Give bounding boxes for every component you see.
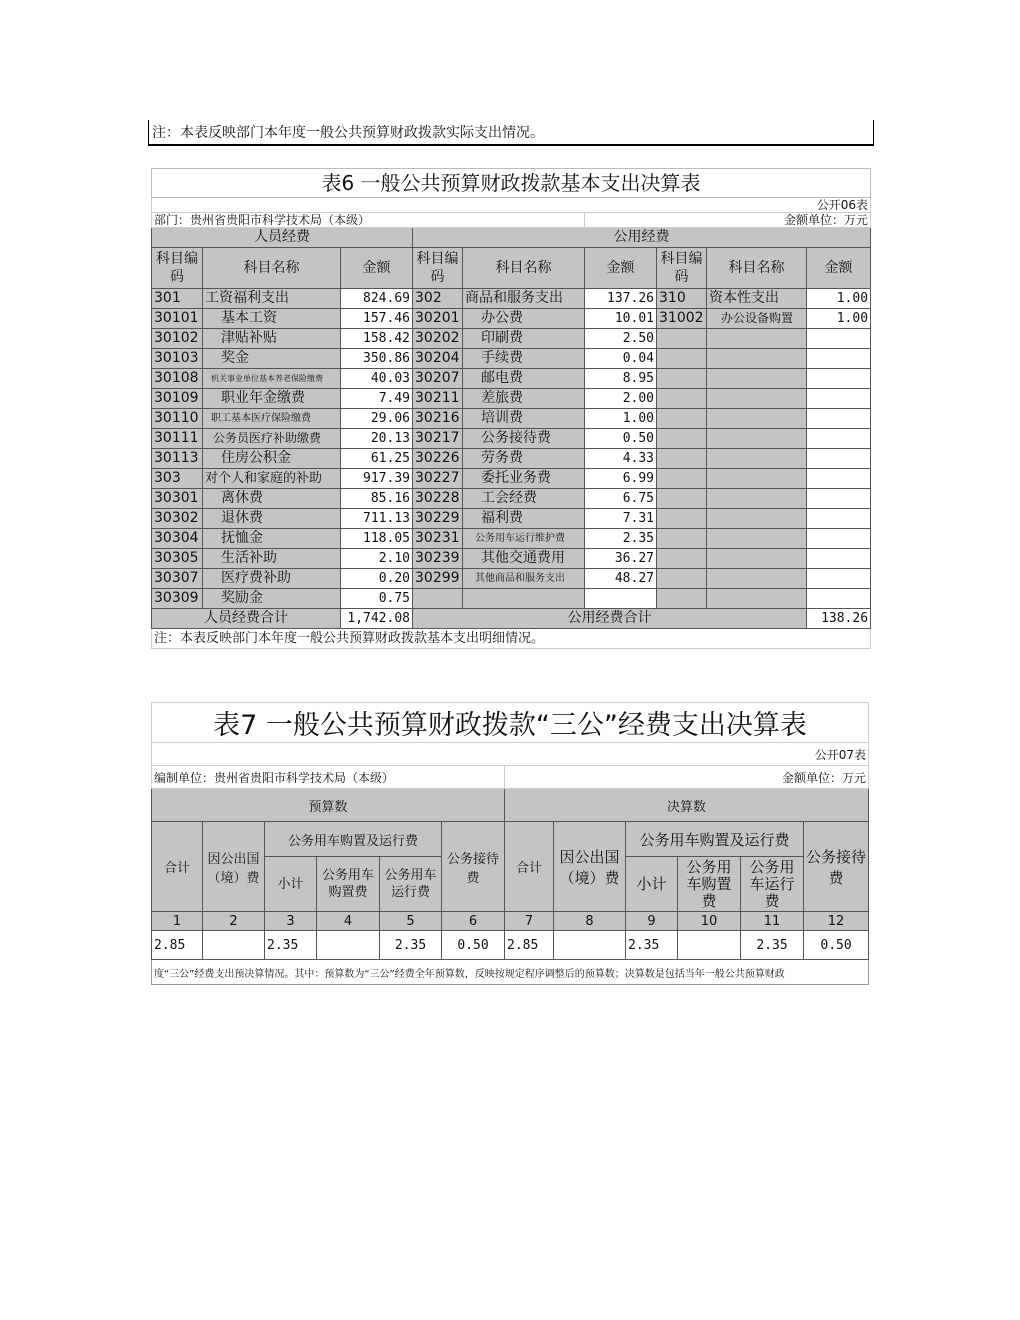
amount-cell	[807, 529, 871, 549]
name-cell: 公务用车运行维护费	[463, 529, 585, 549]
name-cell: 劳务费	[463, 449, 585, 469]
index-cell: 9	[626, 912, 678, 931]
code-cell: 30211	[413, 389, 463, 409]
amount-cell	[807, 489, 871, 509]
amount-cell: 2.50	[585, 329, 657, 349]
code-cell: 301	[152, 289, 203, 309]
amount-cell: 0.75	[341, 589, 413, 609]
amount-cell: 61.25	[341, 449, 413, 469]
name-cell	[707, 589, 807, 609]
code-cell	[657, 409, 707, 429]
table-row	[152, 389, 871, 409]
amount-cell: 20.13	[341, 429, 413, 449]
index-cell: 6	[442, 912, 505, 931]
name-cell	[707, 509, 807, 529]
name-cell	[707, 389, 807, 409]
name-cell: 培训费	[463, 409, 585, 429]
table-row	[152, 509, 871, 529]
code-cell: 30111	[152, 429, 203, 449]
amount-cell	[807, 409, 871, 429]
table-row	[152, 289, 871, 309]
code-cell: 30103	[152, 349, 203, 369]
table-row	[152, 589, 871, 609]
final-car-group-header: 公务用车购置及运行费	[626, 822, 804, 857]
code-cell: 30231	[413, 529, 463, 549]
code-cell: 30113	[152, 449, 203, 469]
table6-note: 注：本表反映部门本年度一般公共预算财政拨款基本支出明细情况。	[152, 629, 871, 649]
amount-cell: 40.03	[341, 369, 413, 389]
table7-grid	[151, 702, 869, 985]
name-cell: 手续费	[463, 349, 585, 369]
name-cell	[707, 409, 807, 429]
table-row	[152, 429, 871, 449]
table-row	[152, 469, 871, 489]
name-cell: 工资福利支出	[203, 289, 341, 309]
amount-cell: 1.00	[585, 409, 657, 429]
budget-subtotal-header: 小计	[265, 857, 317, 912]
name-cell	[707, 529, 807, 549]
amount-cell: 1.00	[807, 289, 871, 309]
value-cell: 2.35	[265, 931, 317, 960]
amount-cell: 2.35	[585, 529, 657, 549]
name-cell	[707, 329, 807, 349]
name-cell	[707, 489, 807, 509]
name-cell	[707, 549, 807, 569]
code-cell: 30226	[413, 449, 463, 469]
table7-dept: 编制单位：贵州省贵阳市科学技术局（本级）	[152, 766, 505, 789]
personnel-total: 1,742.08	[341, 609, 413, 629]
name-cell: 津贴补贴	[203, 329, 341, 349]
budget-reception-header: 公务接待费	[442, 822, 505, 912]
amount-cell: 1.00	[807, 309, 871, 329]
table-row	[152, 489, 871, 509]
amount-cell: 158.42	[341, 329, 413, 349]
name-cell: 职业年金缴费	[203, 389, 341, 409]
budget-car-group-header: 公务用车购置及运行费	[265, 822, 442, 857]
name-cell	[707, 369, 807, 389]
col-code-2: 科目编码	[413, 248, 463, 289]
table7-unit: 金额单位：万元	[505, 766, 869, 789]
amount-cell: 10.01	[585, 309, 657, 329]
amount-cell: 917.39	[341, 469, 413, 489]
value-cell	[317, 931, 380, 960]
table-row	[152, 309, 871, 329]
final-reception-header: 公务接待费	[804, 822, 869, 912]
name-cell: 公务接待费	[463, 429, 585, 449]
amount-cell	[807, 389, 871, 409]
code-cell: 30110	[152, 409, 203, 429]
amount-cell: 6.99	[585, 469, 657, 489]
code-cell	[657, 489, 707, 509]
index-cell: 5	[380, 912, 442, 931]
code-cell: 30239	[413, 549, 463, 569]
amount-cell	[807, 349, 871, 369]
code-cell: 30228	[413, 489, 463, 509]
code-cell: 30101	[152, 309, 203, 329]
code-cell: 30305	[152, 549, 203, 569]
col-amount-2: 金额	[585, 248, 657, 289]
index-cell: 10	[678, 912, 741, 931]
code-cell: 30302	[152, 509, 203, 529]
top-note: 注：本表反映部门本年度一般公共预算财政拨款实际支出情况。	[148, 120, 874, 146]
public-total-label: 公用经费合计	[413, 609, 807, 629]
table6	[151, 168, 870, 649]
amount-cell	[807, 449, 871, 469]
name-cell	[707, 449, 807, 469]
amount-cell: 2.00	[585, 389, 657, 409]
table6-unit: 金额单位：万元	[585, 213, 871, 228]
name-cell	[707, 349, 807, 369]
budget-abroad-header: 因公出国（境）费	[203, 822, 265, 912]
name-cell: 委托业务费	[463, 469, 585, 489]
amount-cell: 4.33	[585, 449, 657, 469]
amount-cell: 137.26	[585, 289, 657, 309]
value-cell: 2.85	[505, 931, 554, 960]
table6-title: 表6 一般公共预算财政拨款基本支出决算表	[152, 169, 871, 198]
name-cell	[707, 569, 807, 589]
name-cell	[707, 429, 807, 449]
value-cell: 2.35	[741, 931, 804, 960]
name-cell: 办公设备购置	[707, 309, 807, 329]
public-header: 公用经费	[413, 228, 871, 248]
table7-note: 度“三公”经费支出预决算情况。其中：预算数为“三公”经费全年预算数，反映按规定程序调整后的预算数；决算数是包括当年一般公共预算财政	[152, 960, 869, 985]
code-cell: 30307	[152, 569, 203, 589]
index-row	[152, 912, 869, 931]
name-cell: 其他商品和服务支出	[463, 569, 585, 589]
table-row	[152, 449, 871, 469]
amount-cell: 711.13	[341, 509, 413, 529]
index-cell: 2	[203, 912, 265, 931]
table-row	[152, 329, 871, 349]
final-abroad-header: 因公出国（境）费	[554, 822, 626, 912]
code-cell	[657, 509, 707, 529]
code-cell: 30109	[152, 389, 203, 409]
col-amount-3: 金额	[807, 248, 871, 289]
value-cell: 0.50	[804, 931, 869, 960]
col-name-2: 科目名称	[463, 248, 585, 289]
name-cell: 对个人和家庭的补助	[203, 469, 341, 489]
value-cell: 2.35	[626, 931, 678, 960]
name-cell: 商品和服务支出	[463, 289, 585, 309]
code-cell	[657, 429, 707, 449]
amount-cell: 48.27	[585, 569, 657, 589]
personnel-total-label: 人员经费合计	[152, 609, 341, 629]
name-cell	[707, 469, 807, 489]
code-cell	[657, 529, 707, 549]
amount-cell: 85.16	[341, 489, 413, 509]
name-cell: 邮电费	[463, 369, 585, 389]
name-cell: 办公费	[463, 309, 585, 329]
name-cell: 公务员医疗补助缴费	[203, 429, 341, 449]
code-cell	[657, 589, 707, 609]
final-car-purchase-header: 公务用车购置费	[678, 857, 741, 912]
code-cell	[657, 349, 707, 369]
final-total-header: 合计	[505, 822, 554, 912]
col-name-3: 科目名称	[707, 248, 807, 289]
code-cell: 30207	[413, 369, 463, 389]
table6-grid	[151, 168, 871, 649]
name-cell: 其他交通费用	[463, 549, 585, 569]
index-cell: 8	[554, 912, 626, 931]
index-cell: 11	[741, 912, 804, 931]
code-cell: 30216	[413, 409, 463, 429]
values-row	[152, 931, 869, 960]
amount-cell: 7.49	[341, 389, 413, 409]
table-row	[152, 529, 871, 549]
amount-cell: 0.04	[585, 349, 657, 369]
code-cell	[657, 549, 707, 569]
name-cell: 生活补助	[203, 549, 341, 569]
code-cell: 30301	[152, 489, 203, 509]
code-cell	[657, 469, 707, 489]
value-cell: 2.85	[152, 931, 203, 960]
table6-dept: 部门：贵州省贵阳市科学技术局（本级）	[152, 213, 585, 228]
amount-cell	[807, 369, 871, 389]
code-cell	[657, 369, 707, 389]
amount-cell	[807, 509, 871, 529]
amount-cell	[807, 429, 871, 449]
code-cell: 30217	[413, 429, 463, 449]
code-cell: 30102	[152, 329, 203, 349]
final-car-run-header: 公务用车运行费	[741, 857, 804, 912]
index-cell: 3	[265, 912, 317, 931]
amount-cell: 8.95	[585, 369, 657, 389]
name-cell: 工会经费	[463, 489, 585, 509]
name-cell: 机关事业单位基本养老保险缴费	[203, 369, 341, 389]
budget-header: 预算数	[152, 789, 505, 822]
budget-total-header: 合计	[152, 822, 203, 912]
index-cell: 7	[505, 912, 554, 931]
budget-car-purchase-header: 公务用车购置费	[317, 857, 380, 912]
name-cell: 退休费	[203, 509, 341, 529]
col-amount-1: 金额	[341, 248, 413, 289]
public-total: 138.26	[807, 609, 871, 629]
total-row	[152, 609, 871, 629]
amount-cell	[807, 549, 871, 569]
name-cell: 奖励金	[203, 589, 341, 609]
table-row	[152, 569, 871, 589]
table-row	[152, 549, 871, 569]
name-cell: 医疗费补助	[203, 569, 341, 589]
code-cell: 30227	[413, 469, 463, 489]
code-cell: 30204	[413, 349, 463, 369]
amount-cell	[807, 329, 871, 349]
name-cell: 离休费	[203, 489, 341, 509]
code-cell: 302	[413, 289, 463, 309]
code-cell: 30299	[413, 569, 463, 589]
name-cell	[463, 589, 585, 609]
final-header: 决算数	[505, 789, 869, 822]
amount-cell: 6.75	[585, 489, 657, 509]
code-cell: 30229	[413, 509, 463, 529]
table-row	[152, 409, 871, 429]
name-cell: 住房公积金	[203, 449, 341, 469]
name-cell: 福利费	[463, 509, 585, 529]
value-cell	[203, 931, 265, 960]
code-cell	[657, 329, 707, 349]
amount-cell	[585, 589, 657, 609]
code-cell: 30202	[413, 329, 463, 349]
table7-title: 表7 一般公共预算财政拨款“三公”经费支出决算表	[152, 703, 869, 743]
code-cell: 31002	[657, 309, 707, 329]
col-code-3: 科目编码	[657, 248, 707, 289]
col-name-1: 科目名称	[203, 248, 341, 289]
value-cell	[678, 931, 741, 960]
name-cell: 资本性支出	[707, 289, 807, 309]
code-cell: 30108	[152, 369, 203, 389]
amount-cell: 29.06	[341, 409, 413, 429]
amount-cell: 824.69	[341, 289, 413, 309]
amount-cell: 36.27	[585, 549, 657, 569]
index-cell: 12	[804, 912, 869, 931]
code-cell: 30201	[413, 309, 463, 329]
code-cell	[657, 389, 707, 409]
name-cell: 基本工资	[203, 309, 341, 329]
name-cell: 抚恤金	[203, 529, 341, 549]
value-cell: 2.35	[380, 931, 442, 960]
code-cell: 30309	[152, 589, 203, 609]
amount-cell: 350.86	[341, 349, 413, 369]
final-subtotal-header: 小计	[626, 857, 678, 912]
name-cell: 差旅费	[463, 389, 585, 409]
table7	[151, 702, 868, 985]
amount-cell: 2.10	[341, 549, 413, 569]
amount-cell: 157.46	[341, 309, 413, 329]
amount-cell	[807, 469, 871, 489]
amount-cell: 0.20	[341, 569, 413, 589]
table-row	[152, 369, 871, 389]
value-cell	[554, 931, 626, 960]
index-cell: 1	[152, 912, 203, 931]
amount-cell: 7.31	[585, 509, 657, 529]
code-cell: 303	[152, 469, 203, 489]
code-cell	[657, 449, 707, 469]
code-cell	[657, 569, 707, 589]
table7-code: 公开07表	[152, 743, 869, 766]
value-cell: 0.50	[442, 931, 505, 960]
name-cell: 奖金	[203, 349, 341, 369]
col-code-1: 科目编码	[152, 248, 203, 289]
amount-cell	[807, 589, 871, 609]
amount-cell: 118.05	[341, 529, 413, 549]
budget-car-run-header: 公务用车运行费	[380, 857, 442, 912]
table6-code: 公开06表	[152, 198, 871, 213]
amount-cell: 0.50	[585, 429, 657, 449]
name-cell: 印刷费	[463, 329, 585, 349]
code-cell	[413, 589, 463, 609]
code-cell: 30304	[152, 529, 203, 549]
amount-cell	[807, 569, 871, 589]
table-row	[152, 349, 871, 369]
code-cell: 310	[657, 289, 707, 309]
personnel-header: 人员经费	[152, 228, 413, 248]
name-cell: 职工基本医疗保险缴费	[203, 409, 341, 429]
index-cell: 4	[317, 912, 380, 931]
